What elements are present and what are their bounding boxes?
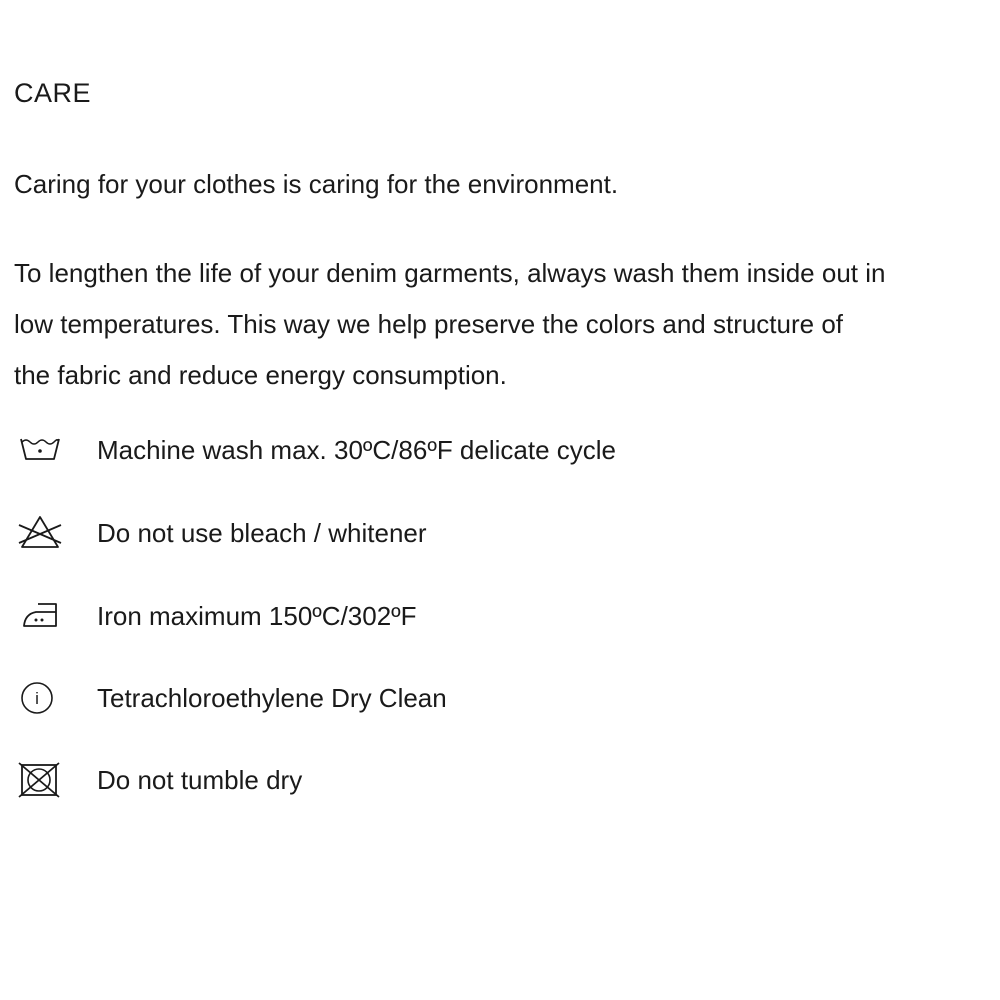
care-item-do-not-bleach bbox=[0, 508, 1000, 558]
care-item-iron bbox=[0, 591, 1000, 641]
care-description-line: low temperatures. This way we help preserve the colors and structure of bbox=[14, 309, 844, 339]
care-item-label: Tetrachloroethylene Dry Clean bbox=[97, 683, 447, 713]
care-intro: Caring for your clothes is caring for the environment. bbox=[14, 169, 619, 199]
care-item-do-not-tumble-dry bbox=[0, 755, 1000, 805]
care-item-label: Do not tumble dry bbox=[97, 765, 303, 795]
care-item-machine-wash bbox=[0, 425, 1000, 475]
care-description-line: To lengthen the life of your denim garments, always wash them inside out in bbox=[14, 258, 886, 288]
care-item-label: Iron maximum 150ºC/302ºF bbox=[97, 601, 417, 631]
care-description-line: the fabric and reduce energy consumption. bbox=[14, 360, 507, 390]
care-item-label: Machine wash max. 30ºC/86ºF delicate cycle bbox=[97, 435, 616, 465]
care-title: CARE bbox=[14, 78, 92, 108]
care-item-dry-clean bbox=[0, 673, 1000, 723]
care-item-label: Do not use bleach / whitener bbox=[97, 518, 427, 548]
svg-text:i: i bbox=[35, 689, 39, 708]
dry-clean-tetrachloroethylene-icon bbox=[16, 678, 66, 718]
do-not-bleach-icon bbox=[16, 513, 66, 553]
machine-wash-30-icon bbox=[16, 430, 66, 470]
do-not-tumble-dry-icon bbox=[16, 760, 66, 800]
iron-150-icon bbox=[16, 596, 66, 636]
